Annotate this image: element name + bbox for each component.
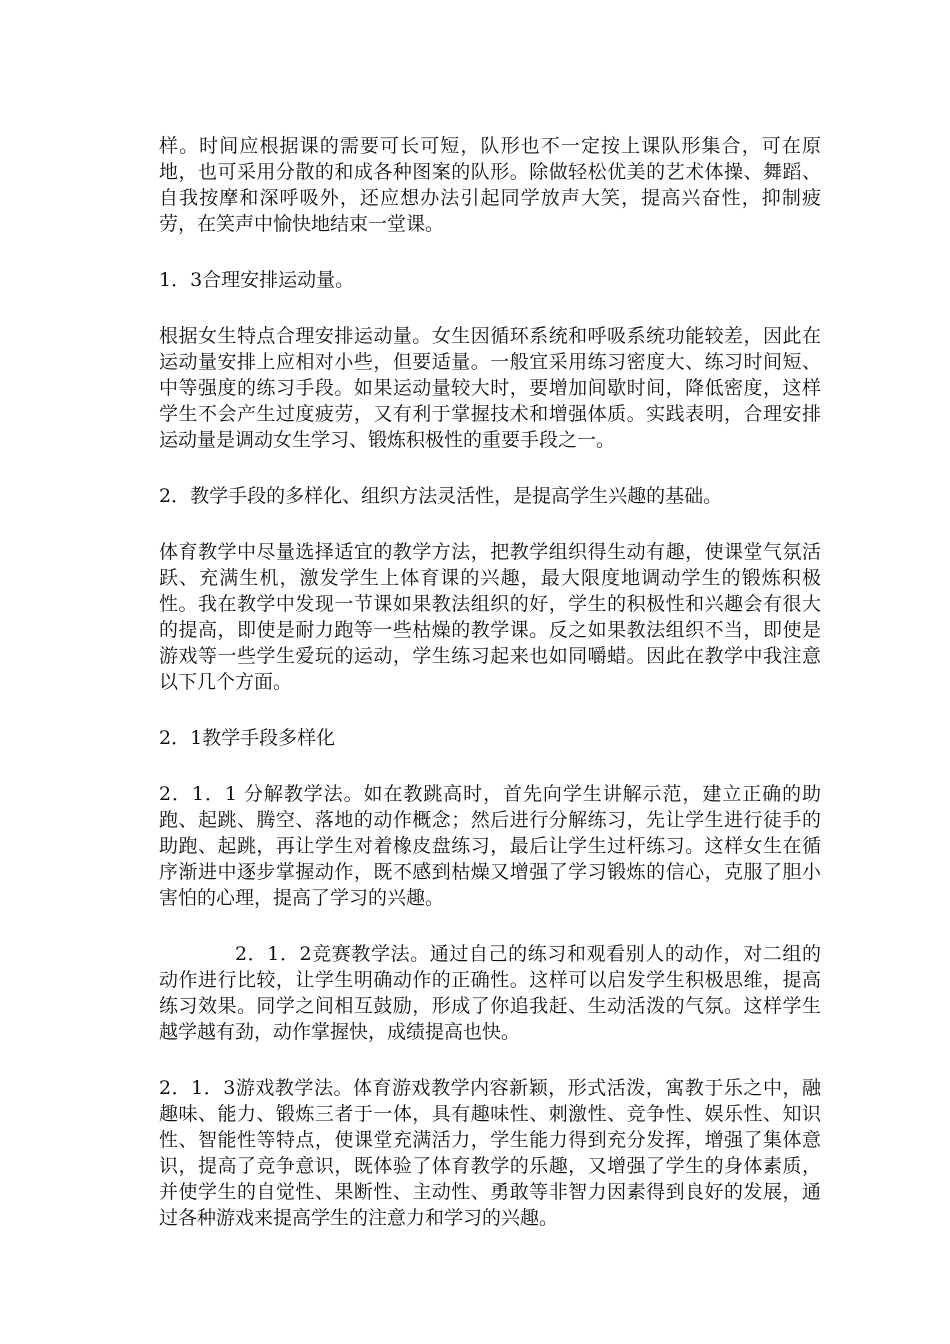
paragraph-teaching-methods: 体育教学中尽量选择适宜的教学方法，把教学组织得生动有趣，使课堂气氛活跃、充满生机，激发学生上体育课的兴趣，最大限度地调动学生的锻炼积极性。我在教学中发现一节课如果教法组织的好，学生的积极性和兴趣会有很大的提高，即使是耐力跑等一些枯燥的教学课。反之如果教法组织不当，即使是游戏等一些学生爱玩的运动，学生练习起来也如同嚼蜡。因此在教学中我注意以下几个方面。 xyxy=(159,541,821,693)
document-body xyxy=(159,133,821,1261)
heading-2: 2．教学手段的多样化、组织方法灵活性，是提高学生兴趣的基础。 xyxy=(159,485,723,507)
paragraph-2-1-3: 2．1．3游戏教学法。体育游戏教学内容新颖，形式活泼，寓教于乐之中，融趣味、能力、锻炼三者于一体，具有趣味性、刺激性、竞争性、娱乐性、知识性、智能性等特点，使课堂充满活力，学生能力得到充分发挥，增强了集体意识，提高了竞争意识，既体验了体育教学的乐趣，又增强了学生的身体素质，并使学生的自觉性、果断性、主动性、勇敢等非智力因素得到良好的发展，通过各种游戏来提高学生的注意力和学习的兴趣。 xyxy=(159,1077,821,1229)
paragraph-class-ending: 样。时间应根据课的需要可长可短，队形也不一定按上课队形集合，可在原地，也可采用分散的和成各种图案的队形。除做轻松优美的艺术体操、舞蹈、自我按摩和深呼吸外，还应想办法引起同学放声大笑，提高兴奋性，抑制疲劳，在笑声中愉快地结束一堂课。 xyxy=(159,135,821,235)
paragraph-2-1-1: 2．1．1 分解教学法。如在教跳高时，首先向学生讲解示范，建立正确的助跑、起跳、腾空、落地的动作概念；然后进行分解练习，先让学生进行徒手的助跑、起跳，再让学生对着橡皮盘练习，最后让学生过杆练习。这样女生在循序渐进中逐步掌握动作，既不感到枯燥又增强了学习锻炼的信心，克服了胆小害怕的心理，提高了学习的兴趣。 xyxy=(159,783,821,909)
heading-1-3: 1．3合理安排运动量。 xyxy=(159,269,355,291)
heading-2-1: 2．1教学手段多样化 xyxy=(159,727,336,749)
paragraph-2-1-2: 2．1．2竞赛教学法。通过自己的练习和观看别人的动作，对二组的动作进行比较，让学生明确动作的正确性。这样可以启发学生积极思维，提高练习效果。同学之间相互鼓励，形成了你追我赶、生动活泼的气氛。这样学生越学越有劲，动作掌握快，成绩提高也快。 xyxy=(159,943,821,1043)
paragraph-exercise-load: 根据女生特点合理安排运动量。女生因循环系统和呼吸系统功能较差，因此在运动量安排上应相对小些，但要适量。一般宜采用练习密度大、练习时间短、中等强度的练习手段。如果运动量较大时，要增加间歇时间，降低密度，这样学生不会产生过度疲劳，又有利于掌握技术和增强体质。实践表明，合理安排运动量是调动女生学习、锻炼积极性的重要手段之一。 xyxy=(159,325,821,451)
